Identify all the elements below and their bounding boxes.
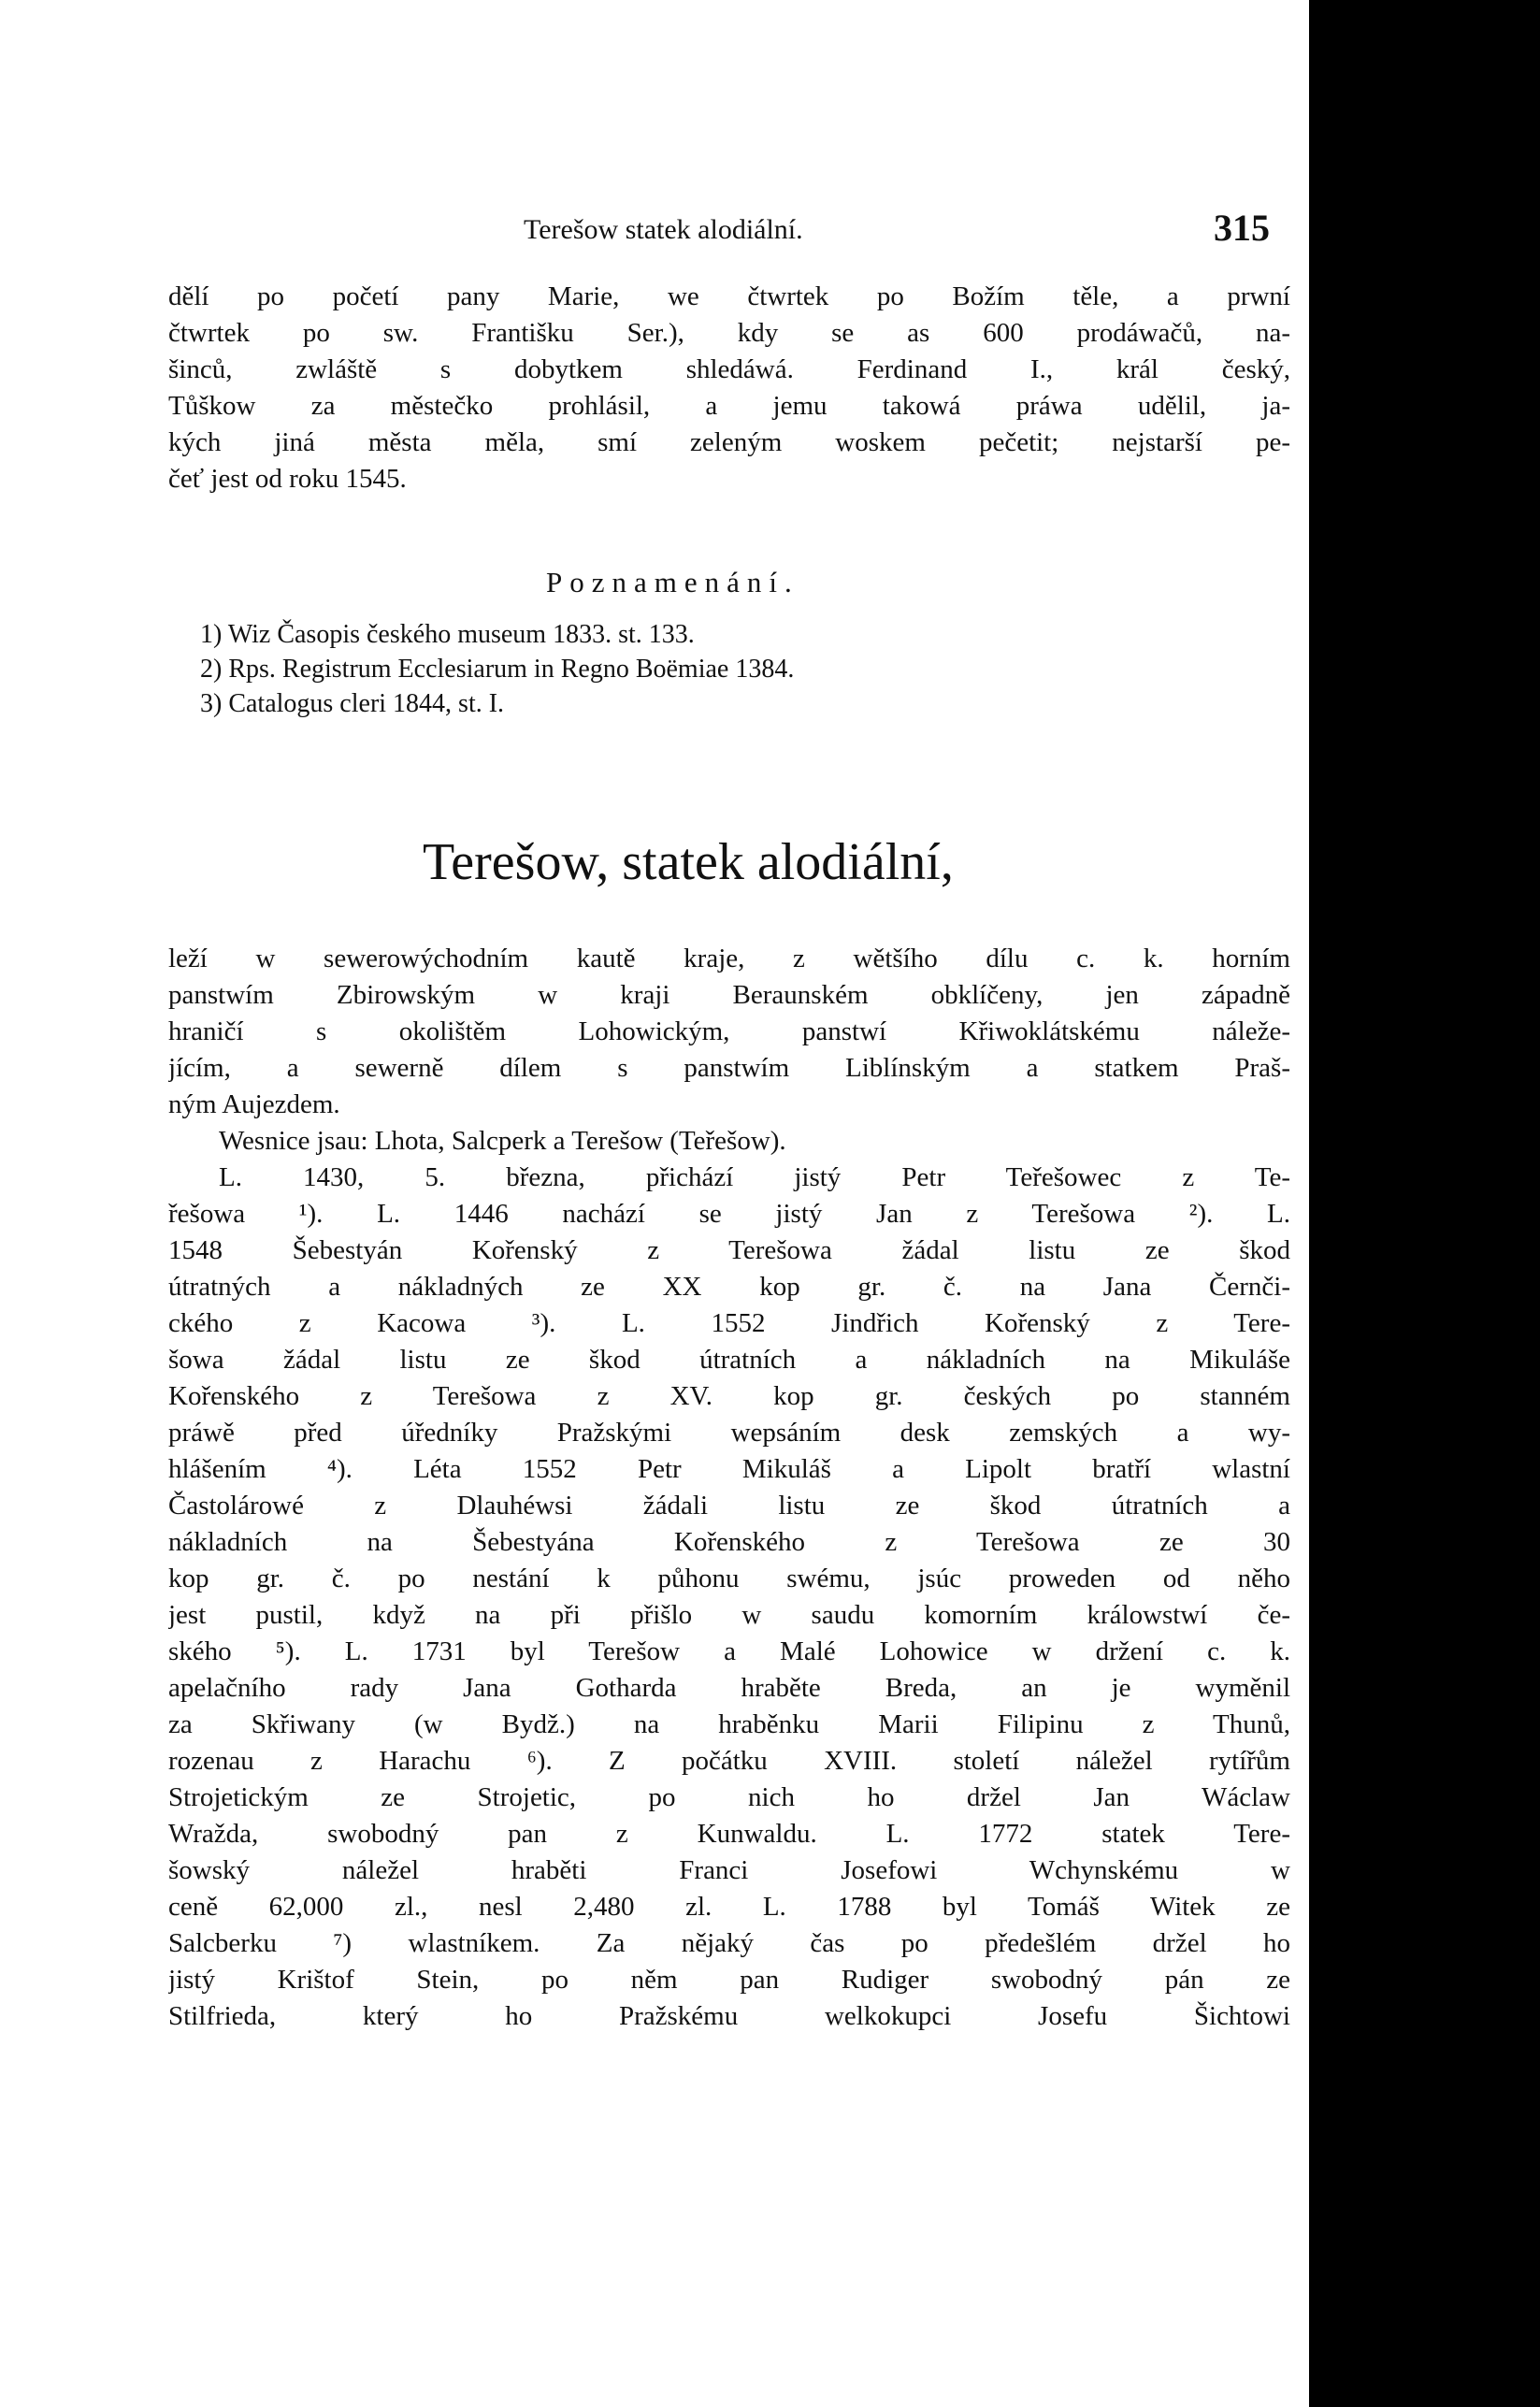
text-line: jistý Krištof Stein, po něm pan Rudiger swobodný pán ze: [168, 1965, 1290, 1995]
text-line: rozenau z Harachu ⁶). Z počátku XVIII. století náležel rytířům: [168, 1746, 1290, 1776]
text-line: panstwím Zbirowským w kraji Beraunském obklíčeny, jen západně: [168, 980, 1290, 1010]
note-item: 2) Rps. Registrum Ecclesiarum in Regno Boëmiae 1384.: [200, 655, 795, 684]
text-line: apelačního rady Jana Gotharda hraběte Breda, an je wyměnil: [168, 1673, 1290, 1703]
text-line: práwě před úředníky Pražskými wepsáním desk zemských a wy-: [168, 1418, 1290, 1448]
text-line: ckého z Kacowa ³). L. 1552 Jindřich Kořenský z Tere-: [168, 1308, 1290, 1338]
text-line: šowa žádal listu ze škod útratních a nákladních na Mikuláše: [168, 1345, 1290, 1375]
text-line: Kořenského z Terešowa z XV. kop gr. českých po stanném: [168, 1381, 1290, 1411]
page-number: 315: [1214, 207, 1270, 249]
text-line: ným Aujezdem.: [168, 1089, 340, 1119]
text-line: Wesnice jsau: Lhota, Salcperk a Terešow (Teřešow).: [219, 1126, 786, 1156]
text-line: šowský náležel hraběti Franci Josefowi Wchynskému w: [168, 1855, 1290, 1885]
text-line: ceně 62,000 zl., nesl 2,480 zl. L. 1788 byl Tomáš Witek ze: [168, 1892, 1290, 1922]
text-line: kop gr. č. po nestání k půhonu swému, jsúc proweden od něho: [168, 1564, 1290, 1593]
text-line: Wražda, swobodný pan z Kunwaldu. L. 1772 statek Tere-: [168, 1819, 1290, 1849]
text-line: L. 1430, 5. března, přichází jistý Petr Teřešowec z Te-: [219, 1162, 1290, 1192]
text-line: Častolárowé z Dlauhéwsi žádali listu ze škod útratních a: [168, 1491, 1290, 1521]
notes-heading: Poznamenání.: [546, 566, 799, 598]
note-item: 1) Wiz Časopis českého museum 1833. st. 133.: [200, 620, 695, 649]
text-line: leží w sewerowýchodním kautě kraje, z wětšího dílu c. k. horním: [168, 944, 1290, 973]
text-line: kých jiná města měla, smí zeleným woskem pečetit; nejstarší pe-: [168, 427, 1290, 457]
running-head: Terešow statek alodiální.: [524, 214, 803, 245]
text-line: hlášením ⁴). Léta 1552 Petr Mikuláš a Lipolt bratří wlastní: [168, 1454, 1290, 1484]
text-line: čeť jest od roku 1545.: [168, 464, 407, 494]
text-line: Salcberku ⁷) wlastníkem. Za nějaký čas po předešlém držel ho: [168, 1928, 1290, 1958]
text-line: Tůškow za městečko prohlásil, a jemu takowá práwa udělil, ja-: [168, 391, 1290, 421]
text-line: čtwrtek po sw. Františku Ser.), kdy se as 600 prodáwačů, na-: [168, 318, 1290, 348]
text-line: ského ⁵). L. 1731 byl Terešow a Malé Lohowice w držení c. k.: [168, 1636, 1290, 1666]
text-line: útratných a nákladných ze XX kop gr. č. na Jana Černči-: [168, 1272, 1290, 1302]
note-item: 3) Catalogus cleri 1844, st. I.: [200, 689, 505, 718]
text-line: řešowa ¹). L. 1446 nachází se jistý Jan z Terešowa ²). L.: [168, 1199, 1290, 1229]
section-title: Terešow, statek alodiální,: [423, 833, 954, 891]
text-line: za Skřiwany (w Bydž.) na hraběnku Marii Filipinu z Thunů,: [168, 1709, 1290, 1739]
notes-list: [200, 617, 1116, 721]
text-line: jícím, a sewerně dílem s panstwím Liblínským a statkem Praš-: [168, 1053, 1290, 1083]
text-line: dělí po početí pany Marie, we čtwrtek po Božím těle, a prwní: [168, 281, 1290, 311]
section-body: [168, 941, 1290, 2035]
text-line: jest pustil, když na při přišlo w saudu komorním králowstwí če-: [168, 1600, 1290, 1630]
text-line: 1548 Šebestyán Kořenský z Terešowa žádal listu ze škod: [168, 1235, 1290, 1265]
text-line: Strojetickým ze Strojetic, po nich ho držel Jan Wáclaw: [168, 1782, 1290, 1812]
text-line: hraničí s okolištěm Lohowickým, panstwí Křiwoklátskému náleže-: [168, 1016, 1290, 1046]
scan-border: [1309, 0, 1540, 2407]
intro-paragraph: [168, 279, 1290, 497]
text-line: Stilfrieda, který ho Pražskému welkokupci Josefu Šichtowi: [168, 2001, 1290, 2031]
text-line: šinců, zwláště s dobytkem shledáwá. Ferdinand I., král český,: [168, 354, 1290, 384]
text-line: nákladních na Šebestyána Kořenského z Terešowa ze 30: [168, 1527, 1290, 1557]
